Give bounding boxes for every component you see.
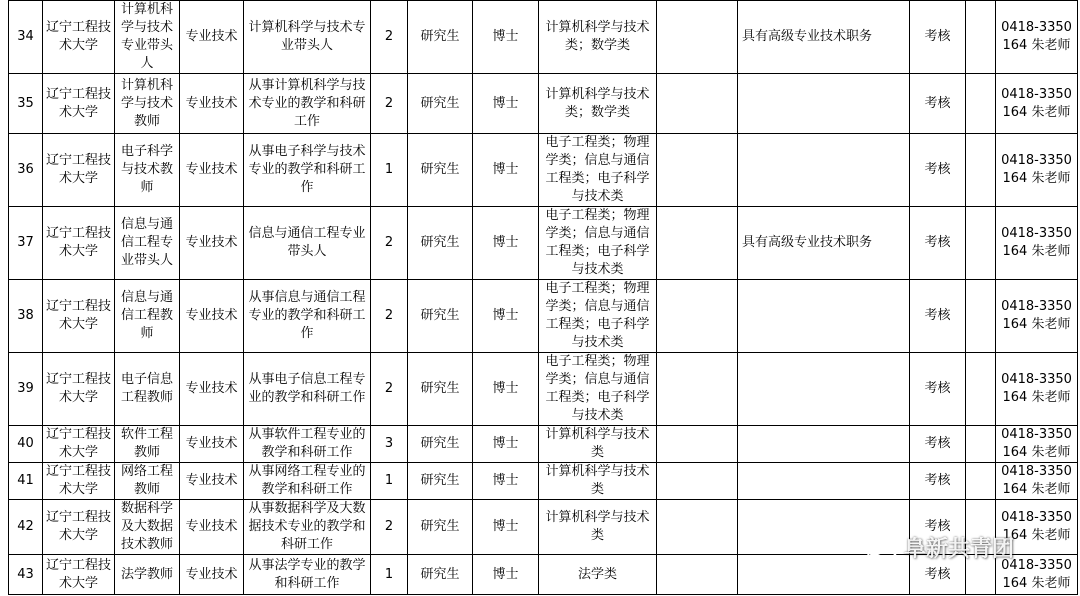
cell-contact: 0418-3350164 朱老师	[996, 353, 1078, 426]
cell-blank-2	[966, 134, 996, 207]
cell-contact: 0418-3350164 朱老师	[996, 207, 1078, 280]
cell-method: 考核	[910, 74, 966, 134]
cell-blank	[657, 280, 738, 353]
cell-description: 从事计算机科学与技术专业的教学和科研工作	[244, 74, 371, 134]
cell-requirement: 具有高级专业技术职务	[738, 207, 910, 280]
cell-description: 从事法学专业的教学和科研工作	[244, 555, 371, 595]
cell-degree: 博士	[473, 426, 539, 463]
cell-degree: 博士	[473, 1, 539, 74]
cell-education: 研究生	[408, 280, 473, 353]
cell-school: 辽宁工程技术大学	[43, 353, 115, 426]
cell-post: 网络工程教师	[115, 463, 180, 500]
cell-major: 计算机科学与技术类；数学类	[539, 1, 657, 74]
cell-requirement	[738, 426, 910, 463]
table-row	[9, 463, 1078, 500]
cell-contact: 0418-3350164 朱老师	[996, 74, 1078, 134]
cell-count: 2	[371, 74, 408, 134]
cell-description: 从事信息与通信工程专业的教学和科研工作	[244, 280, 371, 353]
table-row	[9, 74, 1078, 134]
cell-degree: 博士	[473, 463, 539, 500]
cell-description: 从事电子科学与技术专业的教学和科研工作	[244, 134, 371, 207]
cell-requirement	[738, 280, 910, 353]
wechat-icon	[862, 534, 898, 562]
cell-no: 41	[9, 463, 43, 500]
cell-count: 1	[371, 463, 408, 500]
cell-school: 辽宁工程技术大学	[43, 74, 115, 134]
cell-blank	[657, 134, 738, 207]
cell-count: 1	[371, 555, 408, 595]
cell-blank-2	[966, 353, 996, 426]
cell-blank	[657, 500, 738, 555]
cell-school: 辽宁工程技术大学	[43, 500, 115, 555]
cell-blank	[657, 353, 738, 426]
cell-requirement	[738, 463, 910, 500]
cell-post: 法学教师	[115, 555, 180, 595]
table-row	[9, 134, 1078, 207]
cell-major: 电子工程类；物理学类；信息与通信工程类；电子科学与技术类	[539, 353, 657, 426]
watermark	[862, 532, 1014, 563]
cell-description: 从事软件工程专业的教学和科研工作	[244, 426, 371, 463]
cell-requirement: 具有高级专业技术职务	[738, 1, 910, 74]
cell-method: 考核	[910, 353, 966, 426]
cell-school: 辽宁工程技术大学	[43, 1, 115, 74]
cell-degree: 博士	[473, 134, 539, 207]
cell-count: 2	[371, 207, 408, 280]
cell-school: 辽宁工程技术大学	[43, 134, 115, 207]
cell-count: 1	[371, 134, 408, 207]
cell-blank-2	[966, 280, 996, 353]
cell-post: 计算机科学与技术教师	[115, 74, 180, 134]
cell-blank	[657, 426, 738, 463]
cell-requirement	[738, 74, 910, 134]
cell-school: 辽宁工程技术大学	[43, 555, 115, 595]
cell-degree: 博士	[473, 207, 539, 280]
cell-school: 辽宁工程技术大学	[43, 207, 115, 280]
cell-education: 研究生	[408, 74, 473, 134]
cell-description: 从事数据科学及大数据技术专业的教学和科研工作	[244, 500, 371, 555]
cell-degree: 博士	[473, 353, 539, 426]
table-body	[9, 1, 1078, 595]
cell-method: 考核	[910, 555, 966, 595]
cell-count: 2	[371, 500, 408, 555]
cell-requirement	[738, 134, 910, 207]
cell-requirement	[738, 353, 910, 426]
cell-contact: 0418-3350164 朱老师	[996, 134, 1078, 207]
cell-description: 信息与通信工程专业带头人	[244, 207, 371, 280]
cell-education: 研究生	[408, 463, 473, 500]
cell-degree: 博士	[473, 280, 539, 353]
cell-education: 研究生	[408, 500, 473, 555]
cell-degree: 博士	[473, 555, 539, 595]
cell-blank-2	[966, 1, 996, 74]
cell-no: 43	[9, 555, 43, 595]
cell-no: 42	[9, 500, 43, 555]
table-row	[9, 426, 1078, 463]
cell-major: 电子工程类；物理学类；信息与通信工程类；电子科学与技术类	[539, 134, 657, 207]
cell-major: 计算机科学与技术类	[539, 500, 657, 555]
cell-major: 计算机科学与技术类；数学类	[539, 74, 657, 134]
cell-post-type: 专业技术	[180, 1, 244, 74]
cell-school: 辽宁工程技术大学	[43, 280, 115, 353]
cell-school: 辽宁工程技术大学	[43, 426, 115, 463]
watermark-text: 阜新共青团	[904, 537, 1015, 562]
cell-contact: 0418-3350164 朱老师	[996, 555, 1078, 595]
cell-post-type: 专业技术	[180, 280, 244, 353]
cell-contact: 0418-3350164 朱老师	[996, 500, 1078, 555]
cell-school: 辽宁工程技术大学	[43, 463, 115, 500]
cell-post: 数据科学及大数据技术教师	[115, 500, 180, 555]
cell-method: 考核	[910, 134, 966, 207]
cell-degree: 博士	[473, 500, 539, 555]
cell-education: 研究生	[408, 207, 473, 280]
cell-blank	[657, 463, 738, 500]
table-row	[9, 280, 1078, 353]
cell-blank	[657, 1, 738, 74]
cell-count: 2	[371, 280, 408, 353]
cell-post-type: 专业技术	[180, 207, 244, 280]
cell-blank-2	[966, 74, 996, 134]
table-row	[9, 1, 1078, 74]
cell-post-type: 专业技术	[180, 74, 244, 134]
cell-education: 研究生	[408, 555, 473, 595]
cell-no: 40	[9, 426, 43, 463]
recruitment-table	[8, 0, 1078, 595]
cell-post: 计算机科学与技术专业带头人	[115, 1, 180, 74]
cell-description: 从事电子信息工程专业的教学和科研工作	[244, 353, 371, 426]
cell-education: 研究生	[408, 1, 473, 74]
cell-blank-2	[966, 207, 996, 280]
cell-post-type: 专业技术	[180, 353, 244, 426]
cell-method: 考核	[910, 207, 966, 280]
cell-education: 研究生	[408, 134, 473, 207]
cell-post-type: 专业技术	[180, 500, 244, 555]
cell-method: 考核	[910, 463, 966, 500]
cell-major: 电子工程类；物理学类；信息与通信工程类；电子科学与技术类	[539, 207, 657, 280]
cell-education: 研究生	[408, 353, 473, 426]
cell-contact: 0418-3350164 朱老师	[996, 280, 1078, 353]
cell-major: 计算机科学与技术类	[539, 463, 657, 500]
cell-post: 软件工程教师	[115, 426, 180, 463]
cell-no: 36	[9, 134, 43, 207]
cell-count: 2	[371, 1, 408, 74]
cell-method: 考核	[910, 1, 966, 74]
cell-blank-2	[966, 426, 996, 463]
cell-no: 35	[9, 74, 43, 134]
cell-no: 39	[9, 353, 43, 426]
cell-contact: 0418-3350164 朱老师	[996, 1, 1078, 74]
table-row	[9, 207, 1078, 280]
cell-post: 信息与通信工程专业带头人	[115, 207, 180, 280]
cell-no: 37	[9, 207, 43, 280]
cell-post-type: 专业技术	[180, 134, 244, 207]
cell-blank-2	[966, 463, 996, 500]
cell-no: 38	[9, 280, 43, 353]
cell-method: 考核	[910, 280, 966, 353]
table-row	[9, 353, 1078, 426]
cell-blank	[657, 74, 738, 134]
cell-blank	[657, 207, 738, 280]
cell-count: 2	[371, 353, 408, 426]
cell-post: 信息与通信工程教师	[115, 280, 180, 353]
cell-degree: 博士	[473, 74, 539, 134]
cell-count: 3	[371, 426, 408, 463]
cell-major: 电子工程类；物理学类；信息与通信工程类；电子科学与技术类	[539, 280, 657, 353]
cell-education: 研究生	[408, 426, 473, 463]
cell-contact: 0418-3350164 朱老师	[996, 426, 1078, 463]
cell-description: 从事网络工程专业的教学和科研工作	[244, 463, 371, 500]
cell-method: 考核	[910, 426, 966, 463]
cell-post-type: 专业技术	[180, 555, 244, 595]
cell-post-type: 专业技术	[180, 426, 244, 463]
cell-method: 考核	[910, 500, 966, 555]
cell-post: 电子科学与技术教师	[115, 134, 180, 207]
cell-blank	[657, 555, 738, 595]
cell-post: 电子信息工程教师	[115, 353, 180, 426]
cell-no: 34	[9, 1, 43, 74]
cell-post-type: 专业技术	[180, 463, 244, 500]
cell-major: 计算机科学与技术类	[539, 426, 657, 463]
cell-contact: 0418-3350164 朱老师	[996, 463, 1078, 500]
cell-description: 计算机科学与技术专业带头人	[244, 1, 371, 74]
cell-major: 法学类	[539, 555, 657, 595]
